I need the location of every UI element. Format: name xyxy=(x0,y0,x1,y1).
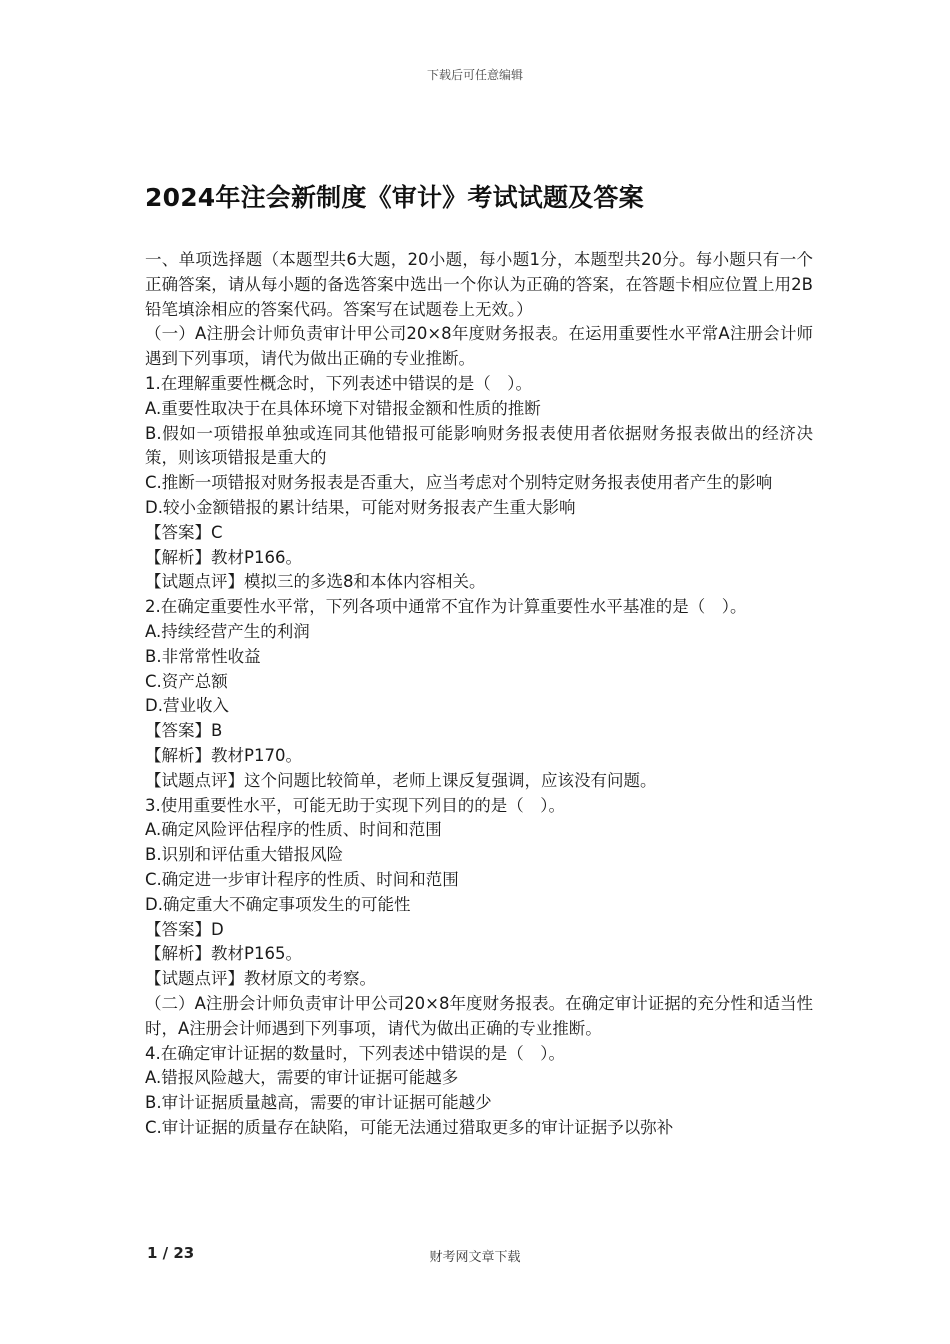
comment: 【试题点评】这个问题比较简单，老师上课反复强调，应该没有问题。 xyxy=(145,770,657,790)
question: 2.在确定重要性水平常，下列各项中通常不宜作为计算重要性水平基准的是（ ）。 xyxy=(145,597,747,617)
question: 3.使用重要性水平，可能无助于实现下列目的的是（ ）。 xyxy=(145,795,565,815)
document-body xyxy=(145,248,813,1141)
total-pages: 23 xyxy=(173,1244,195,1262)
analysis: 【解析】教材P166。 xyxy=(145,547,302,567)
question: 4.在确定审计证据的数量时，下列表述中错误的是（ ）。 xyxy=(145,1043,565,1063)
answer: 【答案】C xyxy=(145,522,223,542)
option: C.审计证据的质量存在缺陷，可能无法通过猎取更多的审计证据予以弥补 xyxy=(145,1117,674,1137)
comment: 【试题点评】模拟三的多选8和本体内容相关。 xyxy=(145,572,486,592)
answer: 【答案】B xyxy=(145,721,223,741)
page-footer: 财考网文章下载 xyxy=(429,1250,521,1265)
option: B.非常常性收益 xyxy=(145,646,261,666)
option: C.资产总额 xyxy=(145,671,228,691)
section-intro: 一、单项选择题（本题型共6大题，20小题，每小题1分，本题型共20分。每小题只有一个正确答案，请从每小题的备选答案中选出一个你认为正确的答案，在答题卡相应位置上用2B铅笔填涂相应的答案代码。答案写在试题卷上无效。） xyxy=(145,250,813,319)
option: A.持续经营产生的利润 xyxy=(145,621,310,641)
option: A.重要性取决于在具体环境下对错报金额和性质的推断 xyxy=(145,398,541,418)
option: B.识别和评估重大错报风险 xyxy=(145,845,344,865)
option: D.确定重大不确定事项发生的可能性 xyxy=(145,894,411,914)
option: C.确定进一步审计程序的性质、时间和范围 xyxy=(145,869,459,889)
analysis: 【解析】教材P165。 xyxy=(145,944,302,964)
option: D.营业收入 xyxy=(145,696,229,716)
answer: 【答案】D xyxy=(145,919,224,939)
comment: 【试题点评】教材原文的考察。 xyxy=(145,969,376,989)
option: B.审计证据质量越高，需要的审计证据可能越少 xyxy=(145,1093,492,1113)
option: D.较小金额错报的累计结果，可能对财务报表产生重大影响 xyxy=(145,497,576,517)
option: C.推断一项错报对财务报表是否重大，应当考虑对个别特定财务报表使用者产生的影响 xyxy=(145,473,773,493)
option: A.确定风险评估程序的性质、时间和范围 xyxy=(145,820,442,840)
question: 1.在理解重要性概念时，下列表述中错误的是（ ）。 xyxy=(145,373,532,393)
current-page: 1 xyxy=(147,1244,158,1262)
option: A.错报风险越大，需要的审计证据可能越多 xyxy=(145,1068,459,1088)
page-header: 下载后可任意编辑 xyxy=(426,68,523,82)
section-heading: （一）A注册会计师负责审计甲公司20×8年度财务报表。在运用重要性水平常A注册会计师遇到下列事项，请代为做出正确的专业推断。 xyxy=(145,324,813,369)
section-heading: （二）A注册会计师负责审计甲公司20×8年度财务报表。在确定审计证据的充分性和适当性时，A注册会计师遇到下列事项，请代为做出正确的专业推断。 xyxy=(145,993,813,1038)
analysis: 【解析】教材P170。 xyxy=(145,745,302,765)
page-number: 1 / 23 xyxy=(147,1244,195,1262)
document-title: 2024年注会新制度《审计》考试试题及答案 xyxy=(145,183,644,212)
option: B.假如一项错报单独或连同其他错报可能影响财务报表使用者依据财务报表做出的经济决策，则该项错报是重大的 xyxy=(145,423,813,468)
